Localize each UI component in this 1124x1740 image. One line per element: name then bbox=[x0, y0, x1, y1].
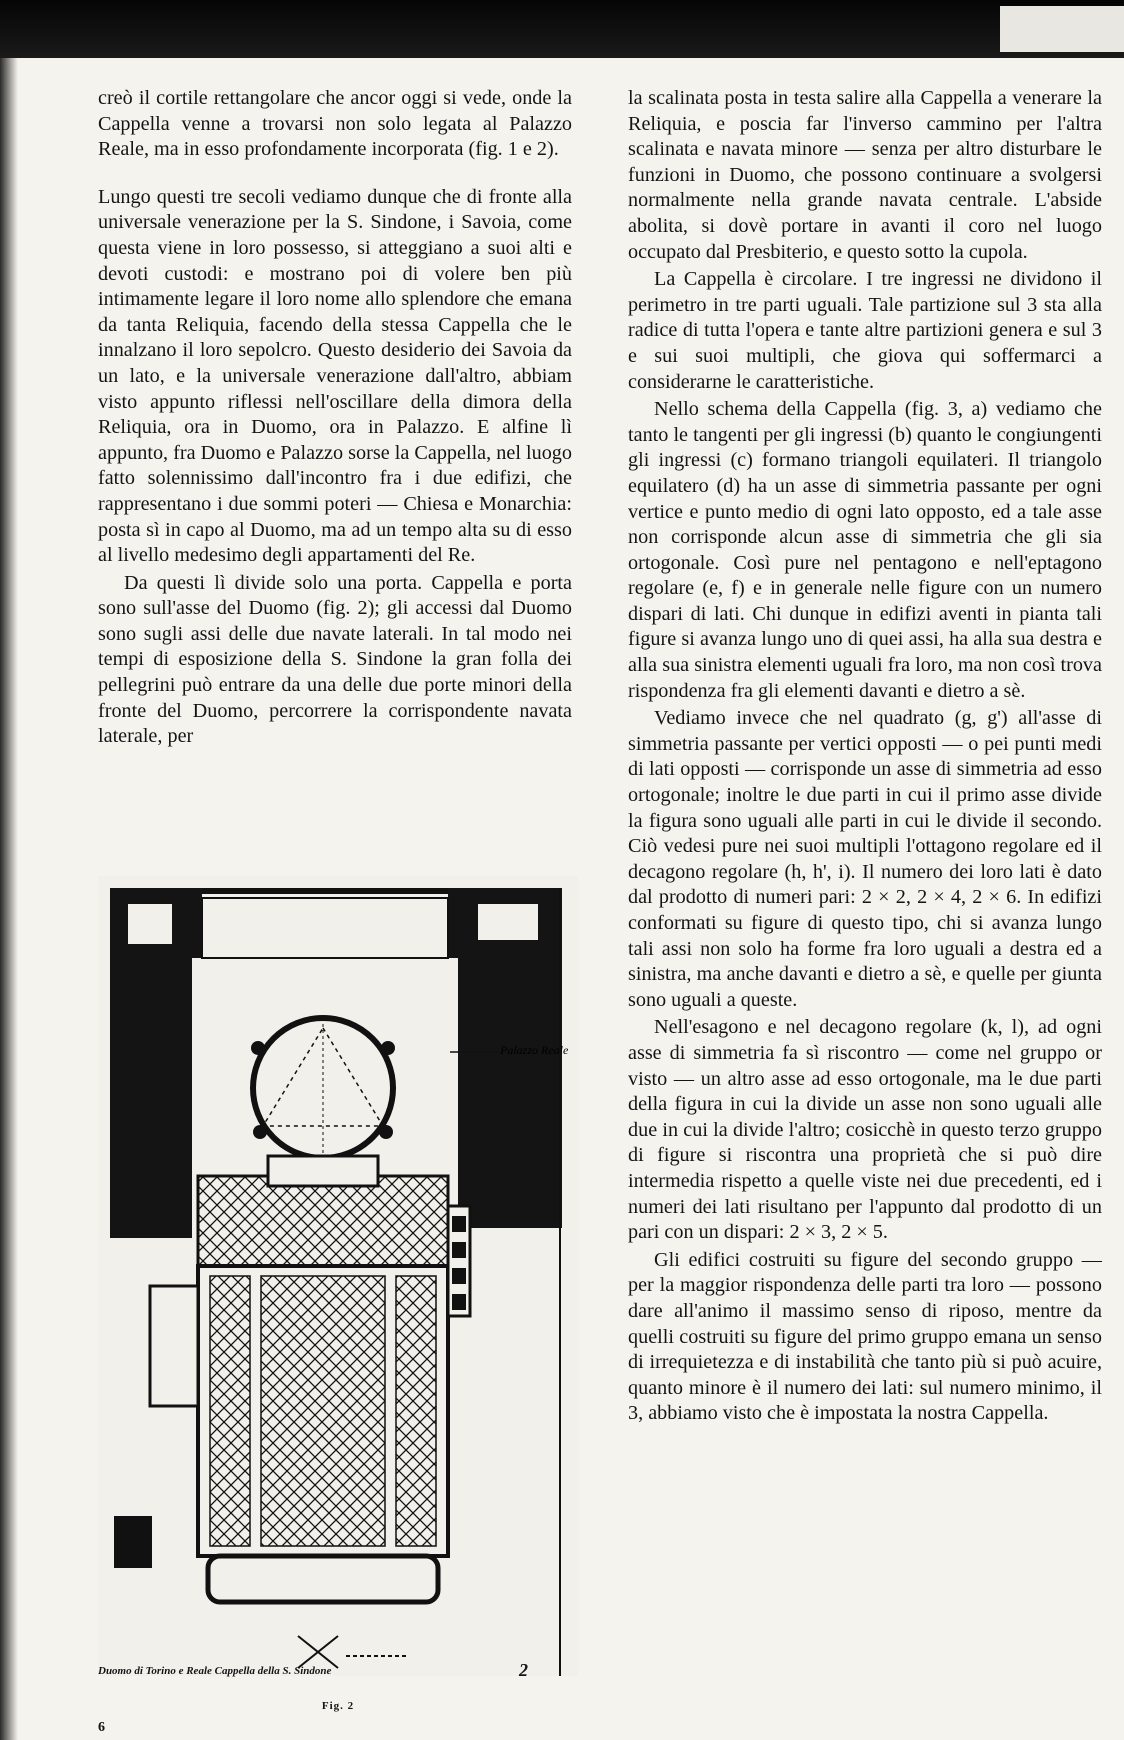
plan-number: 2 bbox=[519, 1660, 528, 1680]
right-paragraph-5: Nell'esagono e nel decagono regolare (k, l), ad ogni asse di simmetria fa sì riscontro — come nel gruppo or visto — un altro asse ad esso ortogonale, ma le due parti della figura in cui la divide un asse non sono uguali alle due in cui la divide l'altro; cosicchè in questo terzo gruppo di figure si riscontra una proprietà che si può dire intermedia rispetto a quelle viste nei due precedenti, ed i numeri dei lati risultano per l'appunto dal prodotto di un pari con un dispari: 2 × 3, 2 × 5. bbox=[628, 1016, 1102, 1244]
left-paragraph-2: Lungo questi tre secoli vediamo dunque che di fronte alla universale venerazione per la S. Sindone, i Savoia, come questa viene in loro possesso, si atteggiano a suoi alti e devoti custodi: e mostrano poi di volere ben più intimamente legare il loro nome allo splendore che emana da tanta Reliquia, facendo della stessa Cappella che le innalzano il loro sepolcro. Questo desiderio dei Savoia da un lato, e la universale venerazione dall'altro, abbiam visto appunto riflessi nell'oscillare della dimora della Reliquia, ora in Duomo, ora in Palazzo. E alfine lì appunto, fra Duomo e Palazzo sorse la Cappella, nel luogo fatto solennissimo dall'incontro fra i due edifizi, che rappresentano i due sommi poteri — Chiesa e Monarchia: posta sì in capo al Duomo, ma ad un tempo alta su di esso al livello medesimo degli appartamenti del Re. bbox=[98, 185, 572, 567]
palazzo-reale-label: Palazzo Reale bbox=[500, 1043, 569, 1057]
figure-caption: Fig. 2 bbox=[321, 1700, 355, 1712]
plan-title: Duomo di Torino e Reale Cappella della S. Sindone bbox=[98, 1664, 332, 1677]
right-paragraph-4: Vediamo invece che nel quadrato (g, g') all'asse di simmetria passante per vertici opposti — o pei punti medi di lati opposti — corrisponde un asse di simmetria ad esso ortogonale; inoltre le due parti in cui il primo asse divide la figura sono uguali alle parti in cui le divide il secondo. Ciò vedesi pure nei suoi multipli l'ottagono regolare ed il decagono regolare (h, h', i). Il numero dei loro lati è dato dal prodotto di numeri pari: 2 × 2, 2 × 4, 2 × 6. In edifizi conformati su figure di questo tipo, chi si avanza lungo tali assi non solo ha forme fra loro uguali a destra ed a sinistra, ma anche davanti e dietro a sè, e quelle per giunta sono uguali a queste. bbox=[628, 707, 1102, 1011]
scan-corner bbox=[1000, 6, 1124, 52]
scan-top-band bbox=[0, 0, 1124, 58]
right-paragraph-3: Nello schema della Cappella (fig. 3, a) vediamo che tanto le tangenti per gli ingressi (b) quanto le congiungenti gli ingressi (c) formano triangoli equilateri. Il triangolo equilatero (d) ha un asse di simmetria passante per ogni vertice e punto medio di ogni lato opposto, ed a tale asse non corrisponde alcun asse di simmetria che gli sia ortogonale. Così pure nel pentagono e nell'eptagono regolare (e, f) e in generale nelle figure con un numero dispari di lati. Chi dunque in edifizi aventi in pianta tali figure si avanza lungo uno di quei assi, ha alla sua destra e alla sua sinistra elementi uguali fra loro, ma non così trova rispondenza fra gli elementi davanti e dietro a sè. bbox=[628, 398, 1102, 702]
right-paragraph-6: Gli edifici costruiti su figure del secondo gruppo — per la maggior rispondenza delle parti tra loro — possono dare all'animo il massimo senso di riposo, mentre da quelli costruiti su figure del primo gruppo emana un senso di irrequietezza e di instabilità che tanto più si può acuire, quanto minore è il numero dei lati: sul numero minimo, il 3, abbiamo visto che è impostata la nostra Cappella. bbox=[628, 1248, 1102, 1425]
floor-plan-drawing bbox=[98, 876, 578, 1676]
left-column bbox=[98, 86, 572, 752]
right-column bbox=[628, 86, 1102, 1429]
floor-plan-figure bbox=[98, 876, 578, 1680]
scan-left-edge bbox=[0, 58, 18, 1740]
right-paragraph-2: La Cappella è circolare. I tre ingressi ne dividono il perimetro in tre parti uguali. Tale partizione sul 3 sta alla radice di tutta l'opera e tante altre partizioni genera e sul 3 e sui suoi multipli, che giova qui soffermarci a considerarne le caratteristiche. bbox=[628, 268, 1102, 393]
left-paragraph-3: Da questi lì divide solo una porta. Cappella e porta sono sull'asse del Duomo (fig. 2); gli accessi dal Duomo sono sugli assi delle due navate laterali. In tal modo nei tempi di esposizione della S. Sindone la gran folla dei pellegrini può entrare da una delle due porte minori della fronte del Duomo, percorrere la corrispondente navata laterale, per bbox=[98, 571, 572, 748]
right-paragraph-1: la scalinata posta in testa salire alla Cappella a venerare la Reliquia, e poscia far l'inverso cammino per l'altra scalinata e navata minore — senza per altro disturbare le funzioni in Duomo, che possono continuare a svolgersi normalmente nella grande navata centrale. L'abside abolita, si dovè portare in avanti il coro nel luogo occupato dal Presbiterio, e questo sotto la cupola. bbox=[628, 87, 1102, 263]
page-number: 6 bbox=[98, 1720, 105, 1735]
left-paragraph-1: creò il cortile rettangolare che ancor oggi si vede, onde la Cappella venne a trovarsi non solo legata al Palazzo Reale, ma in esso profondamente incorporata (fig. 1 e 2). bbox=[98, 87, 572, 161]
